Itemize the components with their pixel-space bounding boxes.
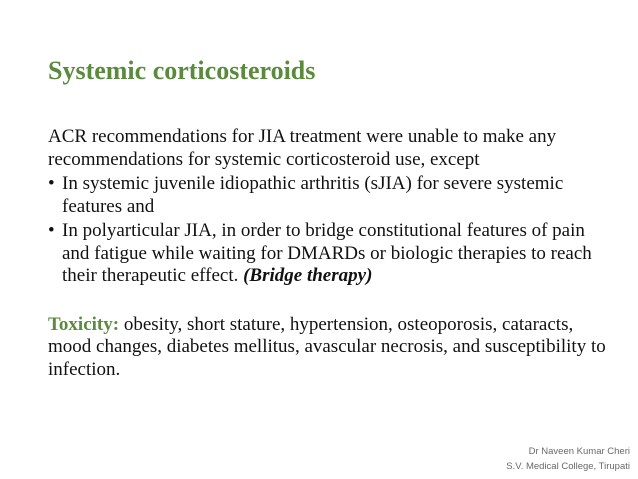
bullet-item-sjia [48, 173, 608, 218]
bullet-icon: • [48, 220, 55, 241]
bullet-text: In systemic juvenile idiopathic arthritis (sJIA) for severe systemic features and [62, 173, 564, 217]
bullet-item-polyarticular [48, 220, 608, 288]
slide-footer [506, 444, 630, 474]
bullet-text: In polyarticular JIA, in order to bridge constitutional features of pain and fatigue while waiting for DMARDs or biologic therapies to reach their therapeutic effect. [62, 220, 592, 286]
slide-title: Systemic corticosteroids [48, 56, 316, 85]
intro-paragraph: ACR recommendations for JIA treatment were unable to make any recommendations for systemic corticosteroid use, except [48, 126, 557, 170]
bullet-list [48, 173, 608, 288]
bridge-therapy-emphasis: (Bridge therapy) [243, 265, 373, 286]
toxicity-paragraph [48, 314, 608, 382]
toxicity-text: obesity, short stature, hypertension, osteoporosis, cataracts, mood changes, diabetes mellitus, avascular necrosis, and susceptibility to infection. [48, 313, 606, 380]
footer-author: Dr Naveen Kumar Cheri [528, 446, 630, 457]
slide-body [48, 126, 608, 381]
toxicity-label: Toxicity: [48, 313, 120, 335]
bullet-icon: • [48, 173, 55, 194]
footer-institution: S.V. Medical College, Tirupati [506, 461, 630, 472]
